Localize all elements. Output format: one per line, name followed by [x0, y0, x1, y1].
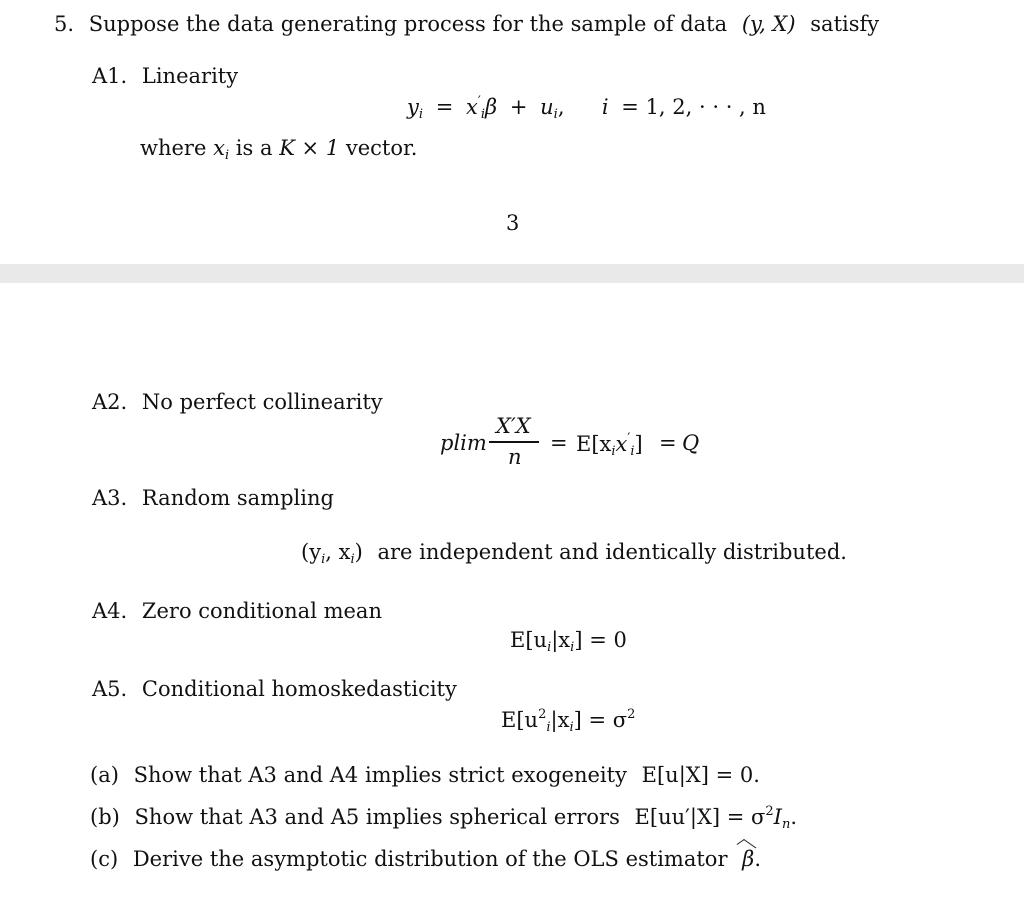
part-c: (c) Derive the asymptotic distribution of the OLS estimator β. [90, 847, 761, 871]
assumption-title: Linearity [141, 64, 239, 88]
fraction-bar [489, 441, 539, 443]
fraction-numerator: X′X [496, 414, 531, 438]
assumption-a3-heading: A3. Random sampling [92, 486, 334, 510]
a4-equation: $E[u_i|x_i] = 0$ [510, 628, 627, 655]
a1-equation: $y_i = x'_i\beta + u_i$, i = 1, 2, · · · , n [407, 94, 766, 122]
assumption-a4-heading: A4. Zero conditional mean [92, 599, 382, 623]
a1-note: where $x_i$ is a K × 1 vector. [140, 136, 418, 163]
sample-data-symbol: (y, X) [741, 12, 796, 36]
page-number: 3 [506, 211, 520, 235]
question-number: 5. [54, 12, 75, 36]
plim-label: plim [440, 431, 487, 455]
question-intro: Suppose the data generating process for the sample of data [88, 12, 728, 36]
a5-equation: $E[u^2_i|x_i] = \sigma^2$ [501, 707, 636, 735]
assumption-a1-heading [92, 64, 238, 88]
part-a: (a) Show that A3 and A4 implies strict exogeneity E[u|X] = 0. [90, 763, 760, 787]
question-intro-end: satisfy [810, 12, 880, 36]
fraction-denominator: n [508, 445, 522, 469]
question-header [54, 12, 879, 36]
assumption-a2-heading: A2. No perfect collinearity [92, 390, 383, 414]
page-separator [0, 264, 1024, 283]
assumption-a5-heading: A5. Conditional homoskedasticity [92, 677, 457, 701]
assumption-id: A1. [92, 64, 128, 88]
beta-hat-symbol: β [742, 847, 755, 871]
a3-statement: ($y_i$, $x_i$) are independent and identically distributed. [301, 540, 847, 567]
part-b: (b) Show that A3 and A5 implies spherical errors $E[uu'|X] = \sigma^2I_n$. [90, 804, 798, 832]
